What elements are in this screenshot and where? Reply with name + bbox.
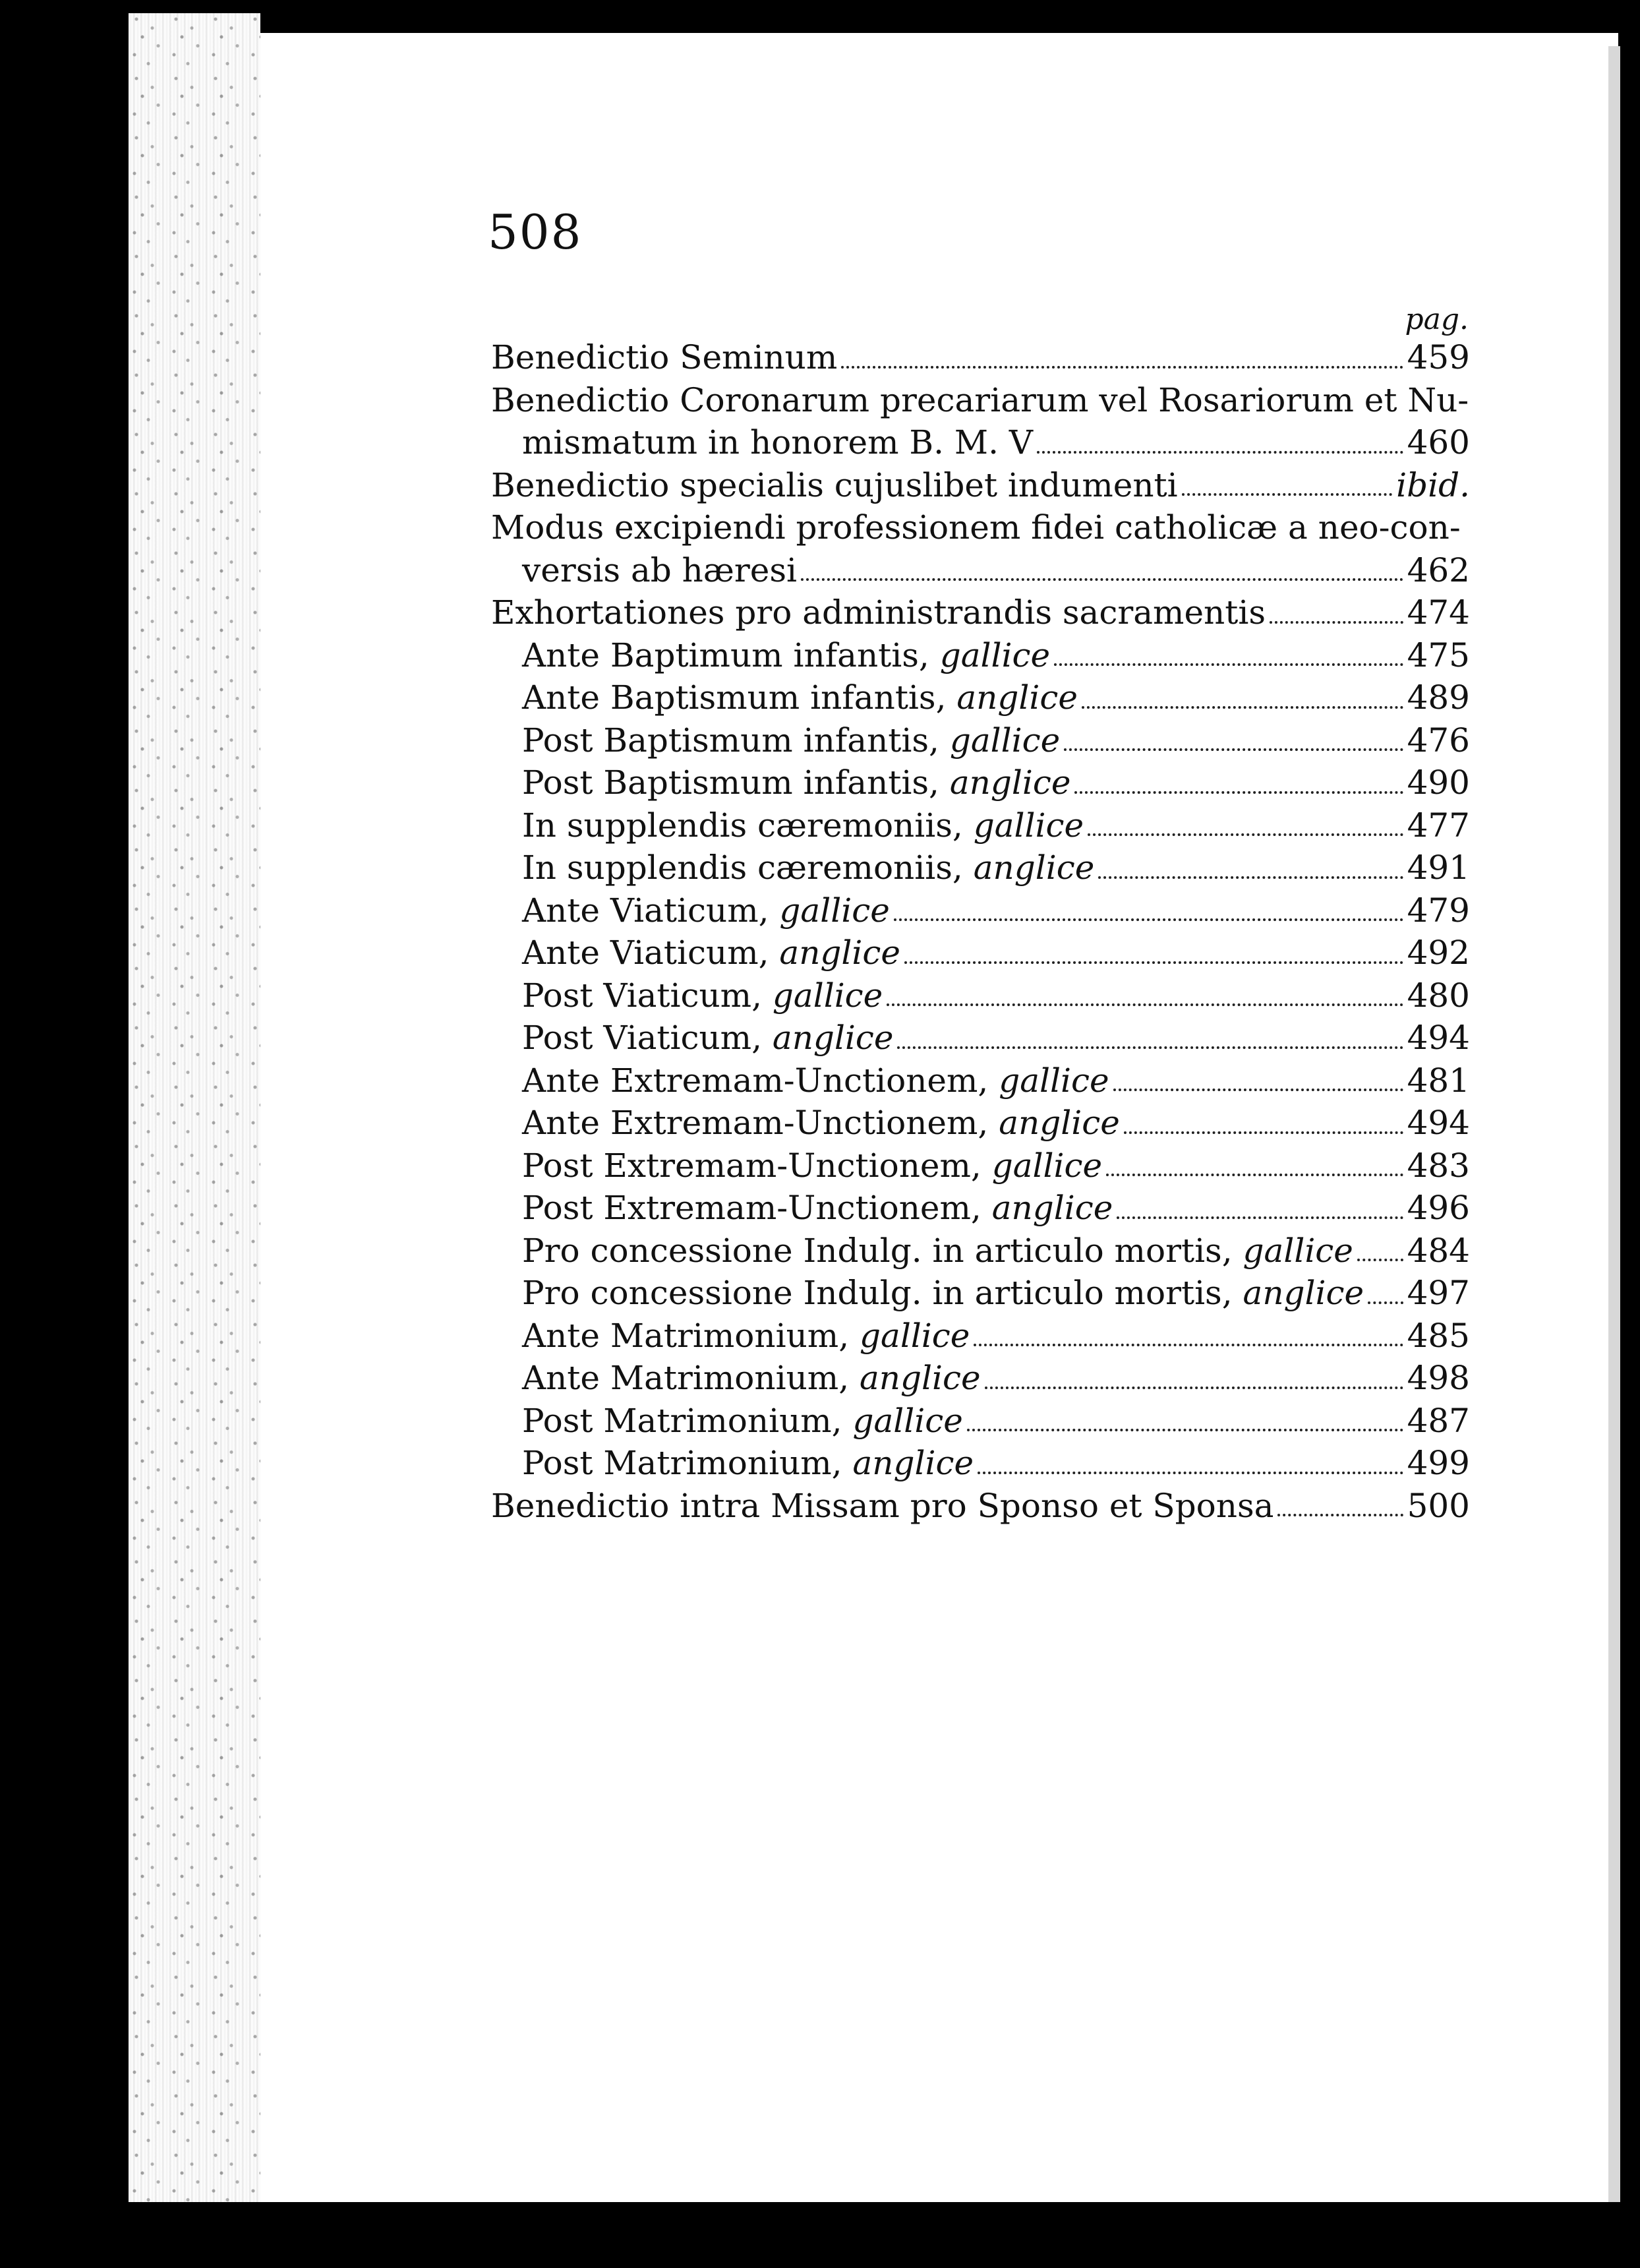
toc-entry-text: Post Baptismum infantis, — [522, 763, 950, 802]
toc-entry-text: versis ab hæresi — [522, 551, 797, 589]
toc-entry — [491, 506, 1470, 549]
toc-entry-language: gallice — [852, 1401, 963, 1440]
toc-entry-language: gallice — [1243, 1231, 1353, 1270]
toc-entry-text: Post Baptismum infantis, — [522, 721, 950, 760]
toc-entry-language: anglice — [860, 1359, 981, 1397]
toc-entry-language: gallice — [999, 1061, 1109, 1100]
dot-leader — [1088, 827, 1403, 836]
dot-leader — [967, 1422, 1403, 1431]
toc-entry-language: gallice — [939, 636, 1051, 674]
toc-entry-text: Post Matrimonium, — [522, 1401, 853, 1440]
dot-leader — [887, 997, 1403, 1006]
toc-entry-text: Pro concessione Indulg. in articulo mortis, — [522, 1231, 1243, 1270]
toc-entry-text: In supplendis cæremoniis, — [522, 849, 974, 887]
toc-entry-title — [522, 1059, 1109, 1102]
toc-entry-page: 497 — [1407, 1274, 1470, 1312]
dot-leader — [1037, 444, 1403, 454]
dot-leader — [1098, 870, 1403, 879]
dot-leader — [1357, 1252, 1403, 1261]
toc-entry-title — [522, 932, 900, 974]
toc-entry — [491, 634, 1470, 677]
toc-entry-text: Post Extremam-Unctionem, — [522, 1146, 992, 1185]
toc-entry-language: gallice — [973, 806, 1084, 845]
toc-entry-text: Ante Viaticum, — [522, 891, 780, 930]
toc-entry-page: 498 — [1407, 1359, 1470, 1397]
toc-entry-text: Post Matrimonium, — [522, 1444, 853, 1482]
toc-entry-language: anglice — [779, 934, 900, 972]
toc-entry-language: gallice — [860, 1316, 970, 1355]
toc-entry — [491, 974, 1470, 1017]
toc-entry-text: Exhortationes pro administrandis sacramentis — [491, 593, 1266, 632]
page-number: 508 — [488, 204, 583, 260]
toc-entry-page: 489 — [1407, 678, 1470, 717]
page-shadow — [1608, 46, 1620, 2202]
toc-entry-title — [522, 549, 797, 592]
toc-entry-language: anglice — [1243, 1274, 1364, 1312]
dot-leader — [1124, 1125, 1403, 1134]
toc-entry-page: 499 — [1407, 1444, 1470, 1482]
dot-leader — [904, 955, 1403, 964]
book-page-edge — [129, 13, 260, 2202]
dot-leader — [841, 359, 1403, 369]
toc-entry — [491, 1017, 1470, 1059]
toc-entry — [491, 1315, 1470, 1358]
toc-entry-page: 474 — [1407, 593, 1470, 632]
toc-entry — [491, 804, 1470, 847]
toc-entry-page: 496 — [1407, 1189, 1470, 1227]
dot-leader — [894, 912, 1403, 921]
dot-leader — [1113, 1082, 1403, 1091]
toc-entry-title — [491, 1485, 1274, 1528]
toc-entry — [491, 1272, 1470, 1315]
toc-entry — [491, 591, 1470, 634]
toc-entry — [491, 379, 1470, 422]
dot-leader — [1054, 657, 1403, 666]
toc-entry-title — [522, 1315, 970, 1358]
toc-entry-title — [522, 847, 1094, 889]
toc-entry-title — [491, 591, 1266, 634]
toc-entry-text: In supplendis cæremoniis, — [522, 806, 974, 845]
dot-leader — [1082, 700, 1403, 709]
toc-entry-page: 491 — [1407, 849, 1470, 887]
dot-leader — [1368, 1295, 1403, 1304]
toc-entry-title — [522, 676, 1078, 719]
toc-entry-language: anglice — [999, 1104, 1120, 1142]
toc-entry — [491, 464, 1470, 507]
dot-leader — [1182, 487, 1392, 496]
toc-entry-page: 460 — [1407, 423, 1470, 462]
toc-entry-text: Ante Extremam-Unctionem, — [522, 1104, 999, 1142]
toc-entry-text: Benedictio Seminum — [491, 338, 838, 376]
toc-entry — [491, 1230, 1470, 1272]
toc-entry-title — [491, 379, 1470, 422]
toc-entry-page: 481 — [1407, 1061, 1470, 1100]
toc-entry-page: 480 — [1407, 976, 1470, 1015]
toc-entry — [491, 1059, 1470, 1102]
toc-entry-page: 494 — [1407, 1104, 1470, 1142]
table-of-contents — [491, 303, 1470, 1527]
dot-leader — [985, 1380, 1403, 1389]
toc-entry — [491, 847, 1470, 889]
toc-entry-text: Ante Extremam-Unctionem, — [522, 1061, 999, 1100]
toc-entry — [491, 421, 1470, 464]
toc-entry — [491, 1442, 1470, 1485]
toc-entry-title — [522, 1187, 1113, 1230]
toc-entry-text: Benedictio specialis cujuslibet indumenti — [491, 465, 1178, 504]
toc-entry-page: 459 — [1407, 338, 1470, 376]
toc-entry-title — [522, 804, 1084, 847]
dot-leader — [1277, 1507, 1403, 1516]
toc-entry-title — [522, 1442, 974, 1485]
toc-entry-page: 477 — [1407, 806, 1470, 845]
toc-entry-title — [522, 719, 1060, 762]
toc-entry-language: anglice — [772, 1019, 894, 1057]
toc-entry-title — [522, 1102, 1120, 1145]
toc-entry — [491, 761, 1470, 804]
toc-entry-text: Benedictio Coronarum precariarum vel Rosariorum et Nu- — [491, 380, 1469, 419]
toc-entry-page: 484 — [1407, 1231, 1470, 1270]
toc-entry-title — [522, 1017, 893, 1059]
toc-entry-page: 494 — [1407, 1019, 1470, 1057]
toc-entry — [491, 719, 1470, 762]
toc-entry-title — [522, 1145, 1102, 1187]
toc-entry-page: 487 — [1407, 1401, 1470, 1440]
toc-entry — [491, 1187, 1470, 1230]
toc-entry — [491, 1400, 1470, 1443]
toc-entry — [491, 1485, 1470, 1528]
toc-entry-text: Post Viaticum, — [522, 976, 773, 1015]
toc-entry-language: anglice — [991, 1189, 1113, 1227]
toc-entry-text: Ante Baptismum infantis, — [522, 678, 957, 717]
toc-entry-page: 475 — [1407, 636, 1470, 674]
toc-entry-text: Post Viaticum, — [522, 1019, 773, 1057]
toc-entry-text: Post Extremam-Unctionem, — [522, 1189, 992, 1227]
toc-entry-text: Benedictio intra Missam pro Sponso et Sponsa — [491, 1486, 1274, 1525]
toc-entry-language: gallice — [779, 891, 890, 930]
toc-entry-title — [491, 336, 837, 379]
toc-entry-page: ibid. — [1396, 465, 1470, 504]
toc-entry — [491, 1145, 1470, 1187]
toc-entry-title — [522, 974, 883, 1017]
toc-entry-title — [522, 889, 890, 932]
toc-entry-page: 490 — [1407, 763, 1470, 802]
toc-entry-page: 500 — [1407, 1486, 1470, 1525]
toc-entry-text: Ante Matrimonium, — [522, 1316, 860, 1355]
toc-entry-language: anglice — [973, 849, 1095, 887]
toc-entry-language: gallice — [991, 1146, 1103, 1185]
toc-entry-text: Ante Matrimonium, — [522, 1359, 860, 1397]
toc-entry-text: Pro concessione Indulg. in articulo mortis, — [522, 1274, 1243, 1312]
toc-entry-page: 479 — [1407, 891, 1470, 930]
toc-entry-language: gallice — [949, 721, 1061, 760]
toc-entry-page: 485 — [1407, 1316, 1470, 1355]
dot-leader — [801, 572, 1403, 581]
dot-leader — [1074, 785, 1403, 794]
toc-entry-title — [522, 634, 1050, 677]
dot-leader — [1064, 742, 1403, 751]
toc-entry — [491, 549, 1470, 592]
toc-entry-title — [522, 1400, 963, 1443]
toc-entry-language: anglice — [956, 678, 1078, 717]
dot-leader — [1106, 1167, 1403, 1176]
toc-entry — [491, 676, 1470, 719]
toc-entry-page: 476 — [1407, 721, 1470, 760]
dot-leader — [1117, 1210, 1403, 1219]
toc-entry — [491, 1357, 1470, 1400]
toc-entry-title — [522, 1230, 1353, 1272]
page-column-label: pag. — [1405, 303, 1469, 336]
toc-entry-page: 462 — [1407, 551, 1470, 589]
toc-entries — [491, 336, 1470, 1527]
toc-entry-language: gallice — [772, 976, 883, 1015]
toc-entry-title — [522, 1272, 1364, 1315]
toc-entry — [491, 889, 1470, 932]
toc-entry-text: Ante Baptimum infantis, — [522, 636, 940, 674]
toc-entry-title — [522, 421, 1033, 464]
toc-entry-text: Ante Viaticum, — [522, 934, 780, 972]
toc-entry-language: anglice — [852, 1444, 974, 1482]
dot-leader — [974, 1337, 1403, 1346]
toc-entry-page: 483 — [1407, 1146, 1470, 1185]
dot-leader — [897, 1040, 1403, 1049]
toc-entry-title — [491, 506, 1470, 549]
dot-leader — [978, 1465, 1403, 1474]
toc-entry-title — [491, 464, 1178, 507]
toc-entry-text: Modus excipiendi professionem fidei catholicæ a neo-con- — [491, 508, 1461, 547]
dot-leader — [1270, 614, 1403, 624]
toc-entry-title — [522, 761, 1070, 804]
toc-entry — [491, 1102, 1470, 1145]
toc-entry-language: anglice — [949, 763, 1071, 802]
toc-entry-page: 492 — [1407, 934, 1470, 972]
toc-entry — [491, 336, 1470, 379]
toc-entry-title — [522, 1357, 981, 1400]
toc-entry-text: mismatum in honorem B. M. V — [522, 423, 1033, 462]
toc-entry — [491, 932, 1470, 974]
